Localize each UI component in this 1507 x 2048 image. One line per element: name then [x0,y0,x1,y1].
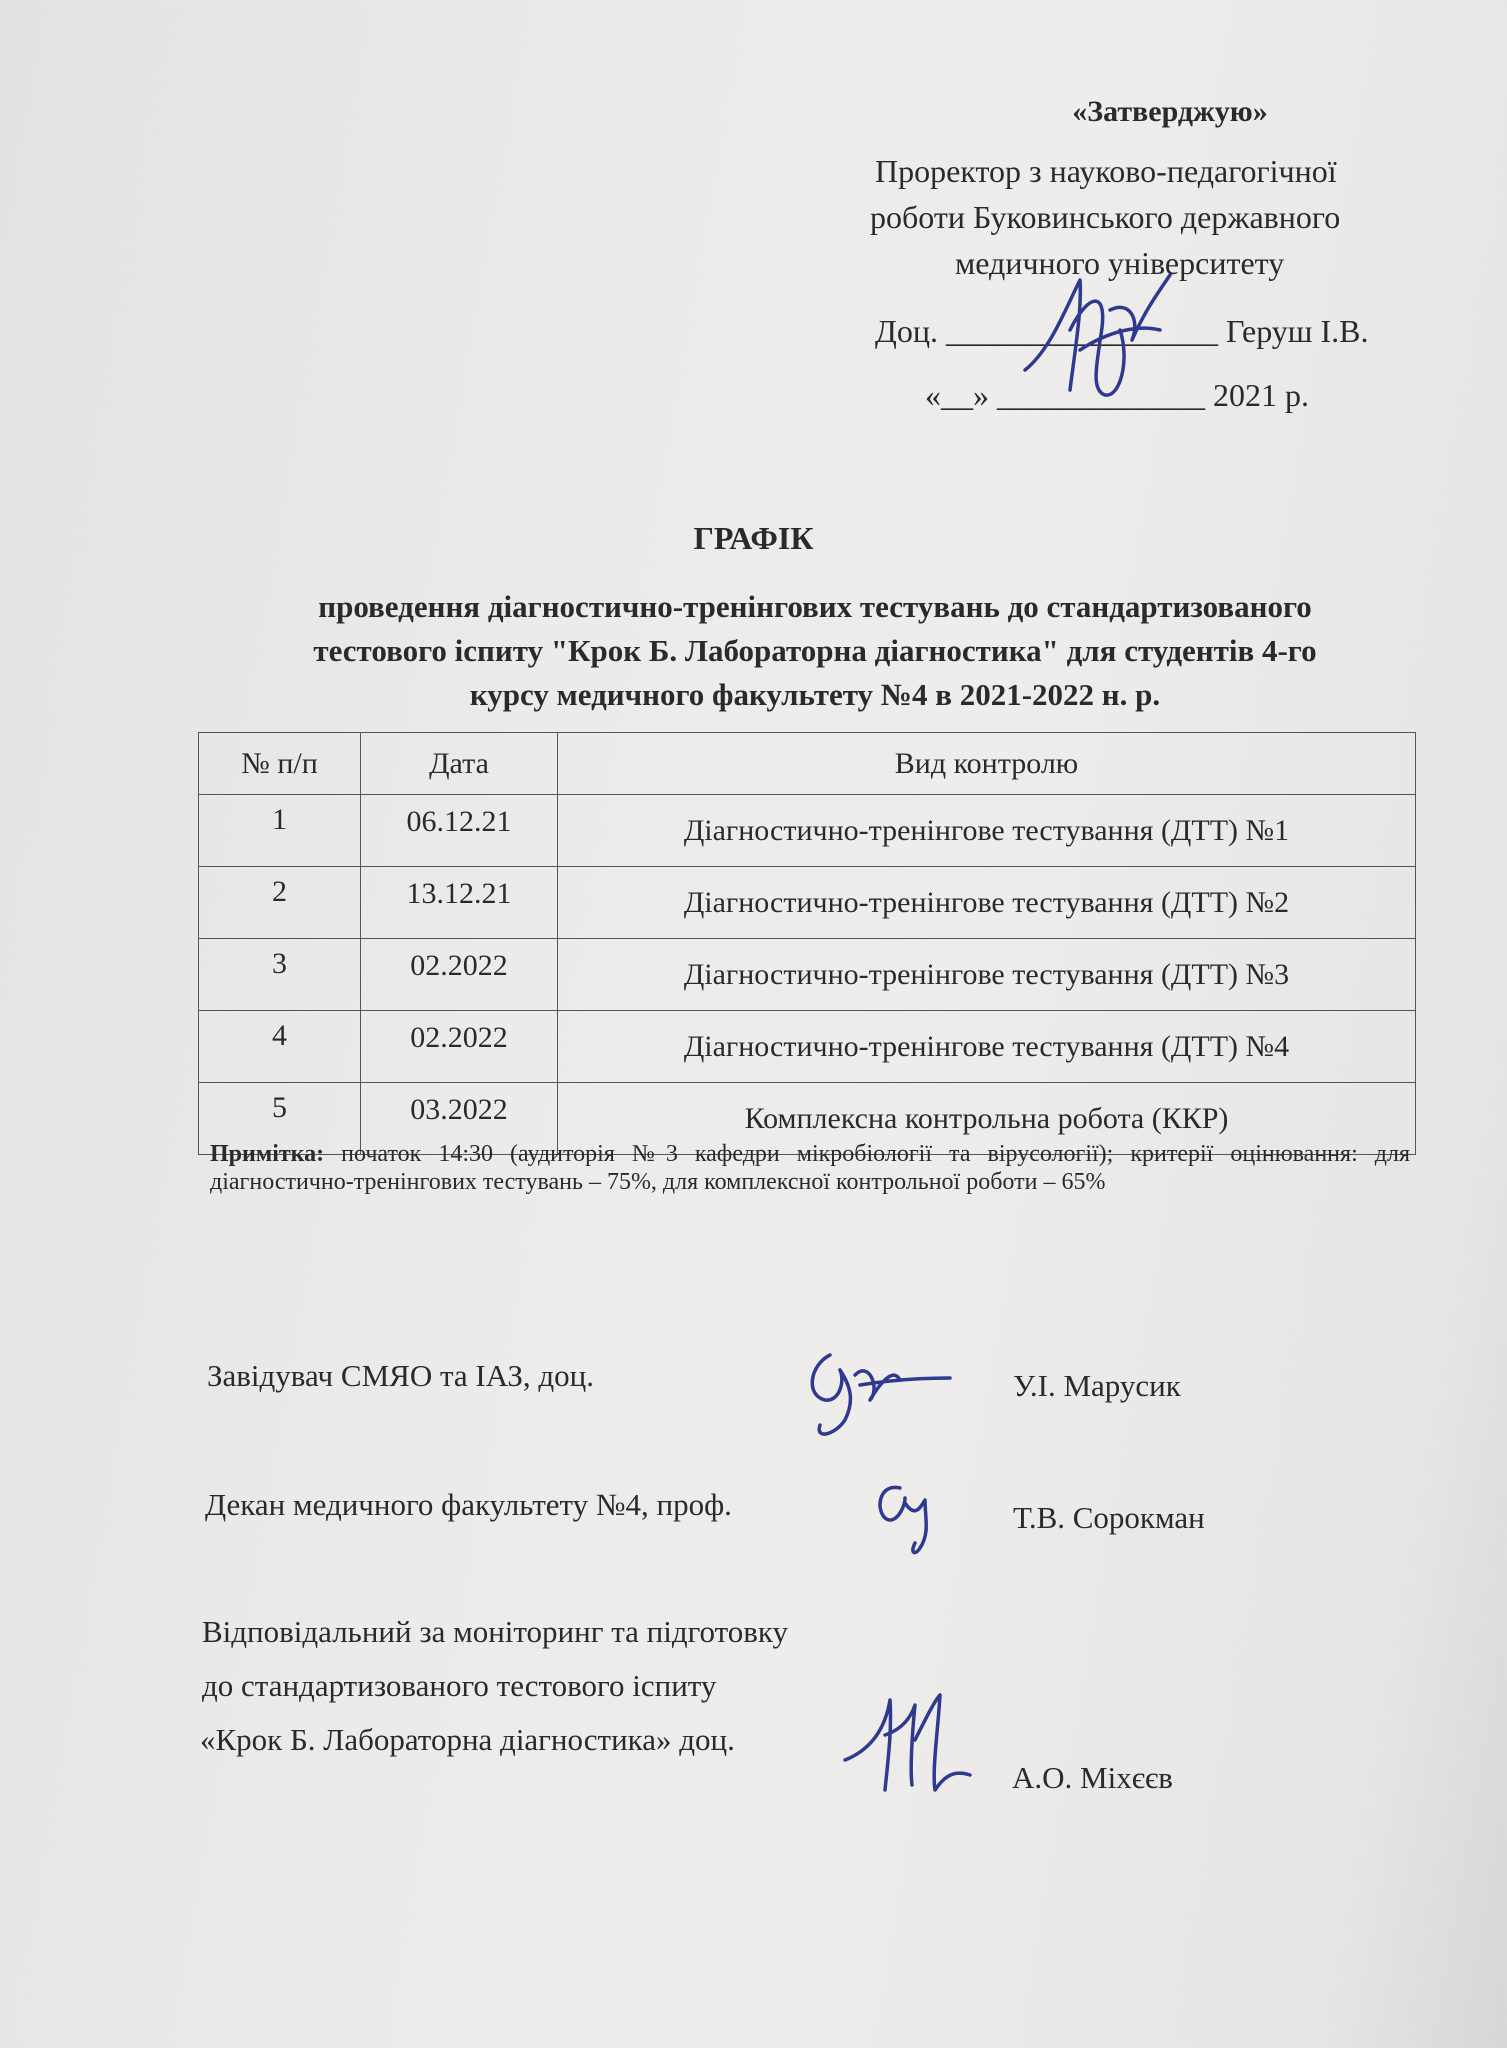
row-type: Діагностично-тренінгове тестування (ДТТ) №2 [558,867,1416,939]
header-type: Вид контролю [558,733,1416,795]
row-type: Діагностично-тренінгове тестування (ДТТ) №1 [558,795,1416,867]
note-label: Примітка: [210,1141,325,1167]
row-date: 13.12.21 [361,867,558,939]
responsible-line-1: Відповідальний за моніторинг та підготовку [202,1614,789,1649]
note-text: початок 14:30 (аудиторія №3 кафедри мікробіології та вірусології); критерії оцінювання: для діагностично-тренінгових тестувань – 75%, для комплексної контрольної роботи – 65% [210,1141,1410,1195]
subtitle-line-3: курсу медичного факультету №4 в 2021-2022 н. р. [469,677,1161,712]
row-type: Комплексна контрольна робота (ККР) [558,1083,1416,1155]
head-signature [800,1340,960,1445]
table-row [199,795,1416,867]
responsible-line-2: до стандартизованого тестового іспиту [202,1668,717,1703]
approval-sign-line: Доц. _________________ Геруш І.В. [875,313,1369,349]
table-header-row [199,733,1416,795]
row-number: 2 [199,867,361,939]
responsible-name: А.О. Міхєєв [1012,1760,1173,1795]
table-row [199,939,1416,1011]
signature-name-2: Т.В. Сорокман [1013,1500,1205,1535]
row-number: 5 [199,1083,361,1155]
row-number: 1 [199,795,361,867]
subtitle-line-2: тестового іспиту "Крок Б. Лабораторна діагностика" для студентів 4-го [313,633,1317,668]
approval-title: «Затверджую» [1072,95,1268,128]
document-title: ГРАФІК [693,520,814,556]
subtitle-line-1: проведення діагностично-тренінгових тестувань до стандартизованого [318,589,1312,624]
signature-name-1: У.І. Марусик [1013,1368,1181,1403]
signature-position-2: Декан медичного факультету №4, проф. [205,1487,732,1522]
row-date: 03.2022 [361,1083,558,1155]
signature-position-1: Завідувач СМЯО та ІАЗ, доц. [207,1358,594,1393]
responsible-signature [840,1690,980,1800]
header-number: № п/п [199,733,361,795]
row-type: Діагностично-тренінгове тестування (ДТТ) №4 [558,1011,1416,1083]
header-date: Дата [361,733,558,795]
row-date: 06.12.21 [361,795,558,867]
note [210,1140,1410,1196]
approval-line-3: медичного університету [955,245,1285,281]
row-number: 4 [199,1011,361,1083]
dean-signature [870,1478,960,1558]
row-number: 3 [199,939,361,1011]
approval-line-1: Проректор з науково-педагогічної [875,153,1337,189]
schedule-table [198,732,1416,1155]
row-type: Діагностично-тренінгове тестування (ДТТ) №3 [558,939,1416,1011]
document-subtitle [220,585,1410,717]
table-row [199,867,1416,939]
row-date: 02.2022 [361,939,558,1011]
table-row [199,1011,1416,1083]
row-date: 02.2022 [361,1011,558,1083]
vice-rector-signature [1020,270,1180,410]
approval-line-2: роботи Буковинського державного [870,199,1341,235]
approval-date-line: «__» _____________ 2021 р. [925,377,1309,413]
responsible-line-3: «Крок Б. Лабораторна діагностика» доц. [200,1722,735,1757]
